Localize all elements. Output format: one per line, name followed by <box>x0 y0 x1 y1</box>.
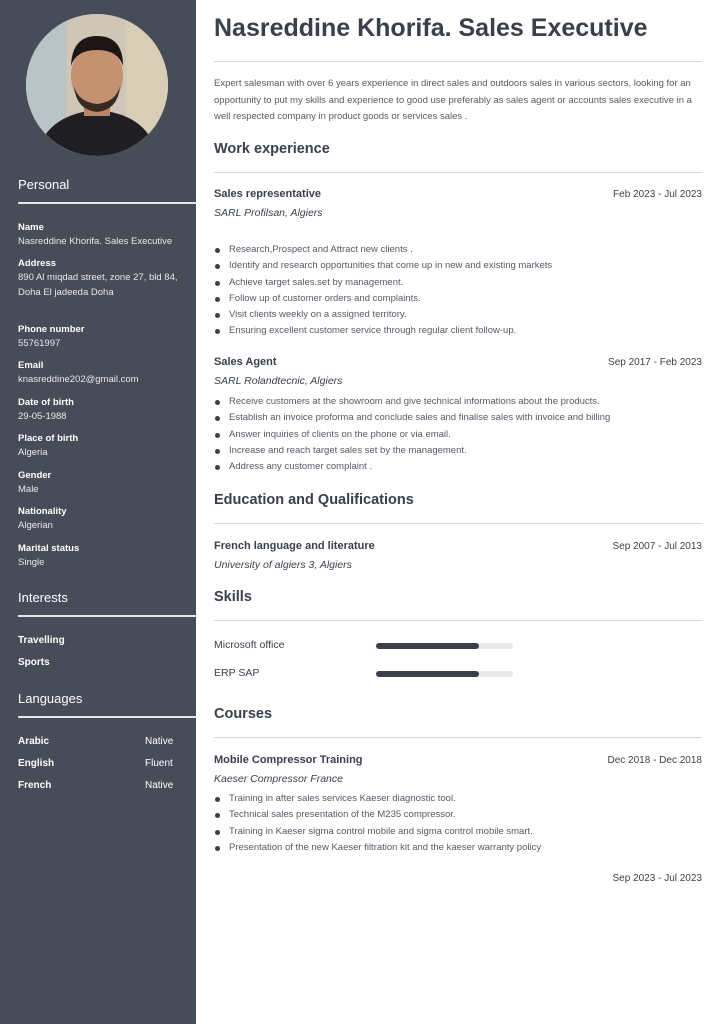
skill-bar <box>376 671 513 677</box>
job-bullets <box>214 242 702 340</box>
list-item: Answer inquiries of clients on the phone or via email. <box>214 427 702 443</box>
summary-text: Expert salesman with over 6 years experience in direct sales and outdoors sales in various sectors, looking for an opportunity to put my skills and experience to good use preferably as sales agent or accounts sales executive in a well respected company in product goods or services sales . <box>214 78 692 122</box>
phone-value: 55761997 <box>18 338 61 349</box>
language-level: Fluent <box>145 758 173 769</box>
job-dates: Feb 2023 - Jul 2023 <box>613 189 702 200</box>
list-item: Establish an invoice proforma and conclude sales and finalise sales with invoice and billing <box>214 410 702 426</box>
sidebar <box>0 0 196 1024</box>
pob-label: Place of birth <box>18 433 79 444</box>
nationality-value: Algerian <box>18 520 53 531</box>
language-level: Native <box>145 780 174 791</box>
job-company: SARL Profilsan, Algiers <box>214 207 323 219</box>
language-level: Native <box>145 736 174 747</box>
list-item: Presentation of the new Kaeser filtration kit and the kaeser warranty policy <box>214 840 702 856</box>
avatar <box>26 14 168 156</box>
divider <box>18 716 196 718</box>
job-dates: Sep 2017 - Feb 2023 <box>608 357 702 368</box>
language-name: French <box>18 780 52 791</box>
skill-bar <box>376 643 513 649</box>
job-title: Sales Agent <box>214 356 277 368</box>
list-item: Receive customers at the showroom and give technical informations about the products. <box>214 394 702 410</box>
courses-heading: Courses <box>214 706 273 722</box>
divider <box>18 202 196 204</box>
email-value[interactable]: knasreddine202@gmail.com <box>18 374 139 385</box>
name-value: Nasreddine Khorifa. Sales Executive <box>18 236 173 247</box>
list-item: Identify and research opportunities that come up in new and existing markets <box>214 258 702 274</box>
list-item: Research,Prospect and Attract new clients . <box>214 242 702 258</box>
skill-fill <box>376 643 479 649</box>
address-label: Address <box>18 258 57 269</box>
languages-heading: Languages <box>18 691 83 706</box>
course-dates: Sep 2023 - Jul 2023 <box>612 873 702 884</box>
dob-label: Date of birth <box>18 397 74 408</box>
education-heading: Education and Qualifications <box>214 492 414 508</box>
gender-value: Male <box>18 484 39 495</box>
language-name: English <box>18 758 55 769</box>
list-item: Visit clients weekly on a assigned territory. <box>214 307 702 323</box>
divider <box>214 620 702 621</box>
education-title: French language and literature <box>214 540 375 552</box>
page-title: Nasreddine Khorifa. Sales Executive <box>214 14 648 42</box>
divider <box>214 737 702 738</box>
skill-name: ERP SAP <box>214 667 260 679</box>
job-title: Sales representative <box>214 188 322 200</box>
interest-item: Sports <box>18 657 50 668</box>
list-item: Follow up of customer orders and complaints. <box>214 291 702 307</box>
profile-photo <box>26 14 168 156</box>
pob-value: Algeria <box>18 447 48 458</box>
list-item: Increase and reach target sales set by the management. <box>214 443 702 459</box>
job-bullets <box>214 394 702 475</box>
skill-fill <box>376 671 479 677</box>
list-item: Training in after sales services Kaeser diagnostic tool. <box>214 791 702 807</box>
interest-item: Travelling <box>18 635 65 646</box>
interests-heading: Interests <box>18 590 68 605</box>
course-dates: Dec 2018 - Dec 2018 <box>607 755 702 766</box>
course-company: Kaeser Compressor France <box>214 773 343 785</box>
education-dates: Sep 2007 - Jul 2013 <box>612 541 702 552</box>
personal-heading: Personal <box>18 177 70 192</box>
address-value: 890 Al miqdad street, zone 27, bld 84, Doha El jadeeda Doha <box>18 272 178 298</box>
list-item: Technical sales presentation of the M235 compressor. <box>214 807 702 823</box>
divider <box>214 172 702 173</box>
divider <box>214 523 702 524</box>
language-name: Arabic <box>18 736 50 747</box>
divider <box>18 615 196 617</box>
nationality-label: Nationality <box>18 506 67 517</box>
skill-name: Microsoft office <box>214 639 285 651</box>
job-company: SARL Rolandtecnic, Algiers <box>214 375 343 387</box>
work-heading: Work experience <box>214 141 330 157</box>
name-label: Name <box>18 222 44 233</box>
dob-value: 29-05-1988 <box>18 411 67 422</box>
course-title: Mobile Compressor Training <box>214 754 363 766</box>
marital-value: Single <box>18 557 45 568</box>
education-institution: University of algiers 3, Algiers <box>214 559 352 571</box>
list-item: Ensuring excellent customer service through regular client follow-up. <box>214 323 702 339</box>
phone-label: Phone number <box>18 324 85 335</box>
list-item: Achieve target sales.set by management. <box>214 275 702 291</box>
list-item: Address any customer complaint . <box>214 459 702 475</box>
divider <box>214 61 702 62</box>
gender-label: Gender <box>18 470 52 481</box>
skills-heading: Skills <box>214 589 252 605</box>
course-bullets <box>214 791 702 856</box>
email-label: Email <box>18 360 44 371</box>
marital-label: Marital status <box>18 543 80 554</box>
list-item: Training in Kaeser sigma control mobile and sigma control mobile smart. <box>214 824 702 840</box>
